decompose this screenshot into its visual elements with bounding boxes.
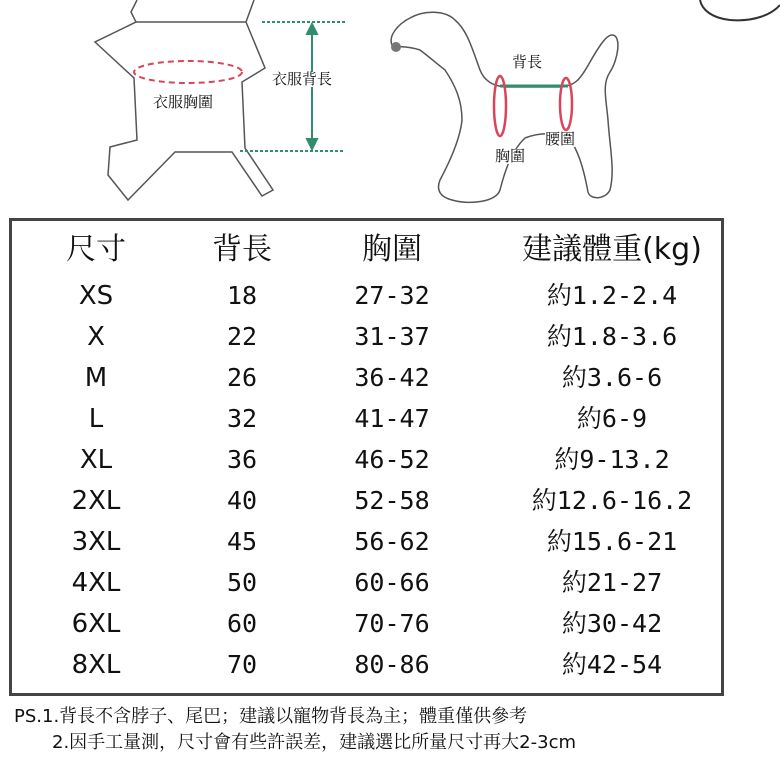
- header-weight: 建議體重(kg): [522, 232, 702, 267]
- cell-weight: 約12.6-16.2: [531, 486, 693, 515]
- size-table: [9, 218, 724, 696]
- header-back-length: 背長: [212, 232, 272, 267]
- measurement-diagram: [0, 0, 780, 215]
- diagram-drawing: [0, 0, 780, 215]
- dog-outline: [391, 12, 618, 202]
- cell-chest: 52-58: [354, 486, 430, 515]
- cell-back-length: 36: [226, 445, 258, 474]
- footnote-line-1: PS.1.背長不含脖子、尾巴；建議以寵物背長為主；體重僅供參考: [14, 706, 528, 727]
- cell-weight: 約6-9: [576, 404, 648, 433]
- cell-weight: 約15.6-21: [546, 527, 678, 556]
- cell-weight: 約1.8-3.6: [546, 322, 678, 351]
- corner-circle-decoration: [700, 0, 780, 20]
- cell-size: L: [88, 404, 104, 434]
- cell-chest: 70-76: [354, 609, 430, 638]
- garment-chest-measure: [134, 61, 242, 83]
- cell-back-length: 40: [226, 486, 258, 515]
- cell-chest: 27-32: [354, 281, 430, 310]
- cell-size: M: [84, 363, 108, 393]
- dog-chest-label: 胸圍: [495, 147, 526, 165]
- cell-chest: 56-62: [354, 527, 430, 556]
- cell-weight: 約9-13.2: [554, 445, 670, 474]
- cell-chest: 36-42: [354, 363, 430, 392]
- cell-size: 2XL: [71, 486, 121, 516]
- dog-back-label: 背長: [512, 53, 543, 71]
- cell-back-length: 45: [226, 527, 258, 556]
- cell-back-length: 50: [226, 568, 258, 597]
- footnote-line-2: 2.因手工量測，尺寸會有些許誤差，建議選比所量尺寸再大2-3cm: [52, 732, 577, 753]
- cell-chest: 31-37: [354, 322, 430, 351]
- cell-back-length: 22: [226, 322, 258, 351]
- cell-weight: 約30-42: [561, 609, 663, 638]
- cell-size: XL: [79, 445, 113, 475]
- header-chest: 胸圍: [362, 232, 422, 267]
- cell-size: XS: [78, 281, 114, 311]
- garment-length-label: 衣服背長: [272, 70, 333, 88]
- cell-back-length: 60: [226, 609, 258, 638]
- cell-size: 6XL: [71, 609, 121, 639]
- cell-chest: 80-86: [354, 650, 430, 679]
- dog-waist-label: 腰圍: [545, 130, 576, 148]
- cell-weight: 約3.6-6: [561, 363, 663, 392]
- garment-chest-label: 衣服胸圍: [153, 93, 214, 111]
- table-header-row: [12, 232, 721, 275]
- cell-back-length: 18: [226, 281, 258, 310]
- cell-weight: 約42-54: [561, 650, 663, 679]
- cell-back-length: 32: [226, 404, 258, 433]
- cell-size: 3XL: [71, 527, 121, 557]
- cell-chest: 46-52: [354, 445, 430, 474]
- dog-nose-icon: [391, 42, 401, 52]
- header-size: 尺寸: [66, 232, 126, 267]
- cell-weight: 約1.2-2.4: [546, 281, 678, 310]
- cell-size: 8XL: [71, 650, 121, 680]
- cell-size: 4XL: [71, 568, 121, 598]
- cell-weight: 約21-27: [561, 568, 663, 597]
- cell-chest: 60-66: [354, 568, 430, 597]
- cell-back-length: 26: [226, 363, 258, 392]
- cell-size: X: [87, 322, 105, 352]
- cell-chest: 41-47: [354, 404, 430, 433]
- footnotes: [14, 704, 576, 756]
- cell-back-length: 70: [226, 650, 258, 679]
